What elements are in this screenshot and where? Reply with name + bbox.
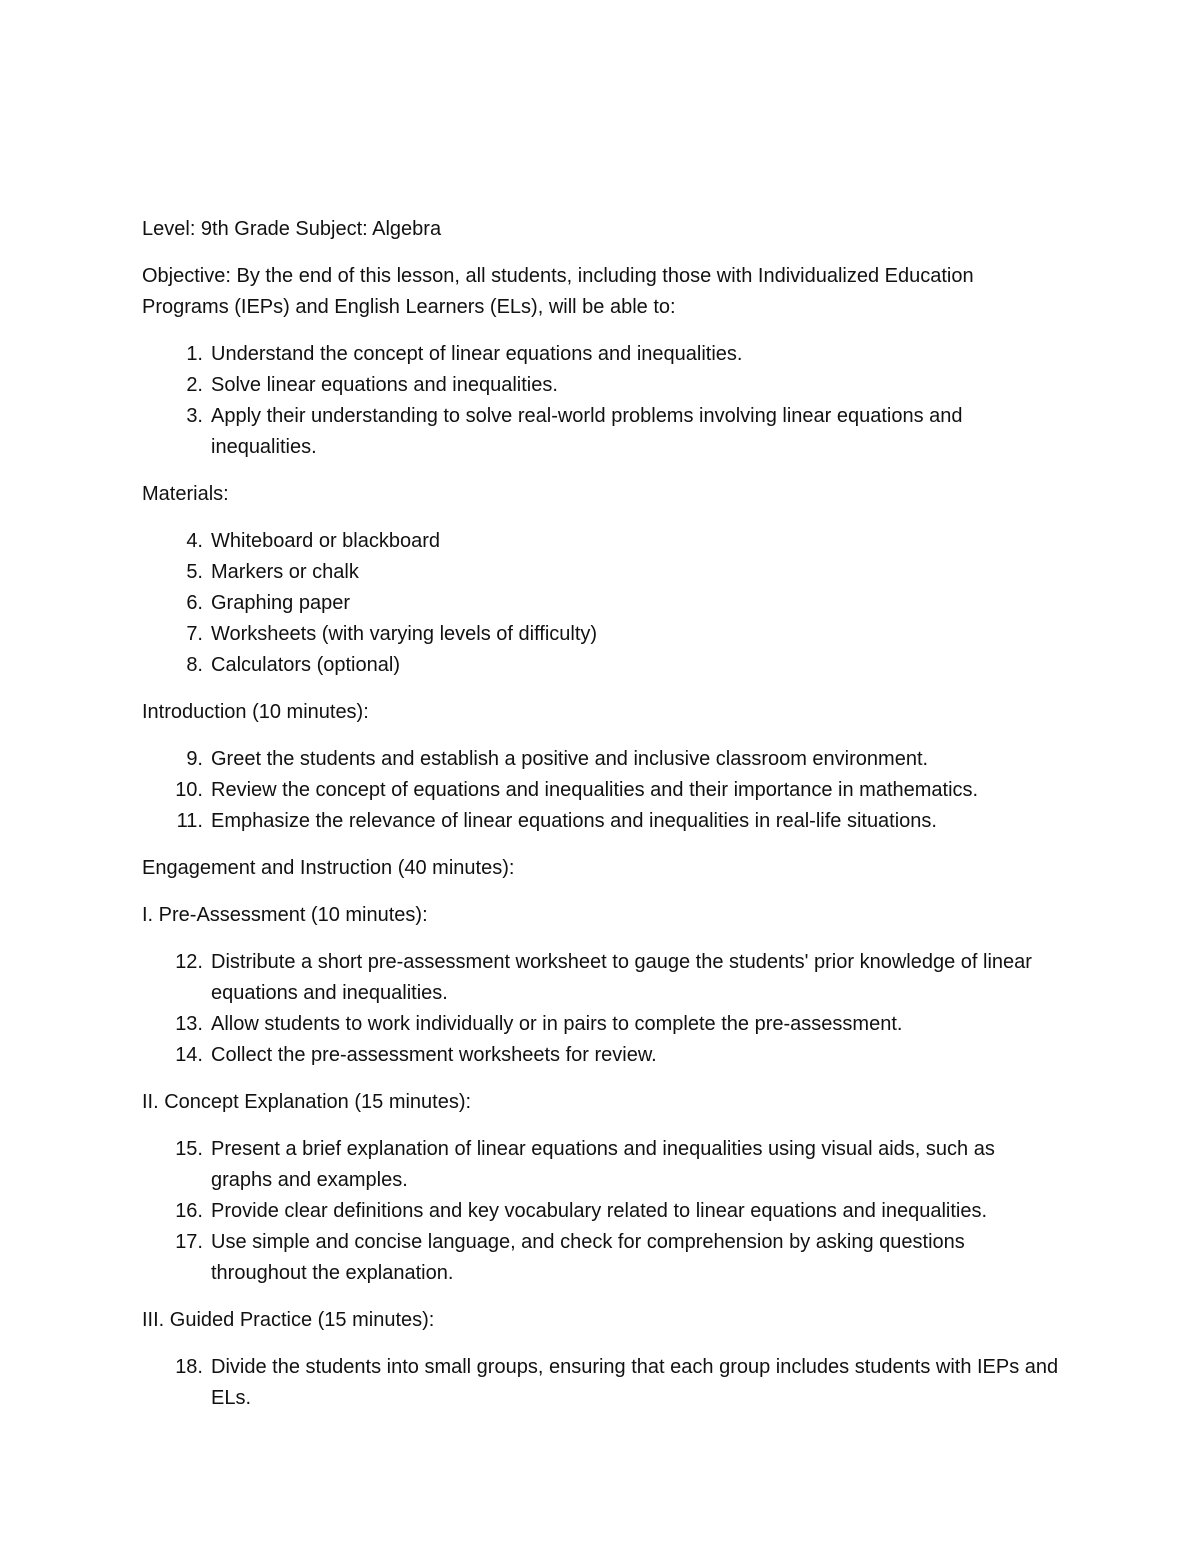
introduction-heading: Introduction (10 minutes): [142,701,369,723]
list-item-text: Calculators (optional) [211,654,400,676]
list-item-number: 8. [186,654,203,676]
list-item [142,650,1062,681]
list-item-text: Apply their understanding to solve real-world problems involving linear equations and inequalities. [211,405,963,458]
list-item-number: 16. [175,1200,203,1222]
concept-list [142,1134,1062,1289]
list-item-number: 17. [175,1231,203,1253]
list-item [142,775,1062,806]
list-item-number: 14. [175,1044,203,1066]
guided-list [142,1352,1062,1414]
materials-list [142,526,1062,681]
list-item-text: Present a brief explanation of linear equations and inequalities using visual aids, such as graphs and examples. [211,1138,995,1191]
list-item-number: 18. [175,1356,203,1378]
list-item [142,1227,1062,1289]
list-item [142,526,1062,557]
list-item [142,1009,1062,1040]
list-item-text: Greet the students and establish a positive and inclusive classroom environment. [211,748,929,770]
materials-heading: Materials: [142,483,229,505]
document-page [142,214,1062,1430]
list-item [142,1040,1062,1071]
list-item [142,557,1062,588]
list-item-text: Review the concept of equations and inequalities and their importance in mathematics. [211,779,979,801]
list-item-number: 2. [186,374,203,396]
list-item-text: Emphasize the relevance of linear equations and inequalities in real-life situations. [211,810,937,832]
list-item [142,947,1062,1009]
list-item-text: Distribute a short pre-assessment worksheet to gauge the students' prior knowledge of linear equations and inequalities. [211,951,1032,1004]
list-item-number: 9. [186,748,203,770]
list-item-text: Understand the concept of linear equations and inequalities. [211,343,743,365]
list-item-number: 11. [176,810,203,832]
list-item [142,588,1062,619]
list-item [142,1352,1062,1414]
list-item-number: 4. [186,530,203,552]
list-item [142,619,1062,650]
introduction-list [142,744,1062,837]
list-item-text: Graphing paper [211,592,350,614]
list-item-number: 6. [186,592,203,614]
preassessment-list [142,947,1062,1071]
list-item-number: 10. [175,779,203,801]
list-item [142,370,1062,401]
list-item-number: 13. [175,1013,203,1035]
list-item-text: Collect the pre-assessment worksheets for review. [211,1044,657,1066]
list-item-number: 1. [186,343,203,365]
preassessment-heading: I. Pre-Assessment (10 minutes): [142,904,428,926]
list-item [142,806,1062,837]
list-item [142,1196,1062,1227]
objective-paragraph: Objective: By the end of this lesson, all students, including those with Individualized Education Programs (IEPs) and English Learners (ELs), will be able to: [142,265,974,318]
list-item-number: 12. [175,951,203,973]
list-item [142,744,1062,775]
list-item-text: Divide the students into small groups, ensuring that each group includes students with IEPs and ELs. [211,1356,1059,1409]
list-item-text: Whiteboard or blackboard [211,530,441,552]
list-item-number: 5. [186,561,203,583]
concept-heading: II. Concept Explanation (15 minutes): [142,1091,472,1113]
list-item-text: Use simple and concise language, and check for comprehension by asking questions throughout the explanation. [211,1231,965,1284]
list-item-text: Worksheets (with varying levels of difficulty) [211,623,598,645]
level-subject-line: Level: 9th Grade Subject: Algebra [142,218,442,240]
list-item [142,401,1062,463]
list-item-text: Allow students to work individually or in pairs to complete the pre-assessment. [211,1013,903,1035]
list-item-number: 7. [186,623,203,645]
list-item [142,1134,1062,1196]
objective-list [142,339,1062,463]
list-item-text: Provide clear definitions and key vocabulary related to linear equations and inequalities. [211,1200,988,1222]
list-item-number: 3. [186,405,203,427]
list-item-text: Markers or chalk [211,561,359,583]
engagement-heading: Engagement and Instruction (40 minutes): [142,857,515,879]
list-item [142,339,1062,370]
list-item-number: 15. [175,1138,203,1160]
list-item-text: Solve linear equations and inequalities. [211,374,558,396]
guided-heading: III. Guided Practice (15 minutes): [142,1309,435,1331]
